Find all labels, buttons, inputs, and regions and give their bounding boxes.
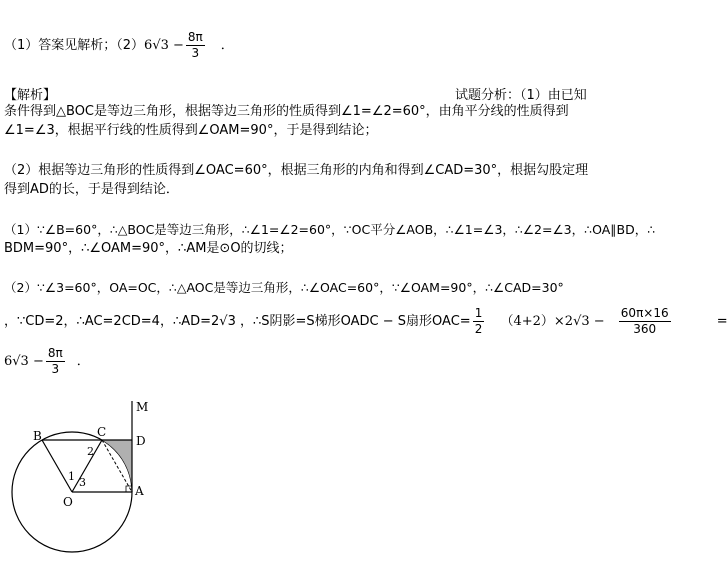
answer-period: ．: [220, 38, 234, 53]
calc-middle: （4+2）×2√3 −: [500, 314, 605, 329]
final-fraction: [46, 346, 65, 377]
solution-line-4-text: ，∵CD=2，∴AC=2CD=4，∴AD=2√3 ，∴S阴影=S梯形OADC − S扇形OAC=: [4, 314, 471, 329]
sector-fraction-num: 60π×16: [620, 306, 669, 320]
answer-line: [4, 30, 234, 61]
label-c: C: [97, 425, 107, 439]
label-b: B: [33, 429, 42, 443]
right-angle-mark: [126, 486, 132, 492]
label-angle-1: 1: [68, 470, 75, 483]
analysis-hint: 试题分析：（1）由已知: [455, 88, 587, 103]
answer-part1: （1）答案见解析；（2）: [4, 38, 145, 53]
calc-equals: =: [716, 314, 728, 329]
analysis-line-2: ∠1=∠3，根据平行线的性质得到∠OAM=90°，于是得到结论；: [4, 123, 378, 138]
half-fraction: [473, 306, 485, 337]
final-result: [4, 346, 90, 377]
half-fraction-den: 2: [474, 322, 483, 336]
final-fraction-den: 3: [51, 362, 60, 376]
sector-fraction: [619, 306, 671, 337]
segment-ob: [42, 440, 72, 492]
solution-line-4: [4, 302, 728, 342]
sector-fraction-den: 360: [633, 322, 657, 336]
solution-line-1: （1）∵∠B=60°，∴△BOC是等边三角形，∴∠1=∠2=60°，∵OC平分∠AOB，∴∠1=∠3，∴∠2=∠3，∴OA∥BD，∴: [4, 222, 656, 237]
label-angle-2: 2: [87, 445, 94, 458]
analysis-title: 【解析】: [4, 88, 57, 103]
label-a: A: [135, 484, 144, 498]
analysis-line-1: 条件得到△BOC是等边三角形，根据等边三角形的性质得到∠1=∠2=60°，由角平分线的性质得到: [4, 104, 569, 119]
half-fraction-num: 1: [474, 306, 483, 320]
final-fraction-num: 8π: [47, 346, 63, 360]
answer-fraction-den: 3: [191, 46, 200, 60]
final-prefix: 6√3 −: [4, 354, 44, 369]
answer-fraction-num: 8π: [187, 30, 203, 44]
solution-line-2: BDM=90°，∴∠OAM=90°，∴AM是⊙O的切线；: [4, 241, 293, 256]
label-m: M: [136, 400, 149, 414]
answer-part2-prefix: 6√3 −: [144, 38, 184, 53]
answer-fraction: [186, 30, 205, 61]
label-o: O: [63, 495, 73, 509]
label-d: D: [136, 434, 146, 448]
label-angle-3: 3: [79, 476, 86, 489]
final-period: ．: [76, 354, 90, 369]
geometry-figure: [0, 395, 180, 572]
analysis-line-3: （2）根据等边三角形的性质得到∠OAC=60°，根据三角形的内角和得到∠CAD=30°，根据勾股定理: [4, 163, 589, 178]
solution-line-3: （2）∵∠3=60°，OA=OC，∴△AOC是等边三角形，∴∠OAC=60°，∵∠OAM=90°，∴∠CAD=30°: [4, 280, 564, 295]
analysis-line-4: 得到AD的长，于是得到结论．: [4, 182, 179, 197]
